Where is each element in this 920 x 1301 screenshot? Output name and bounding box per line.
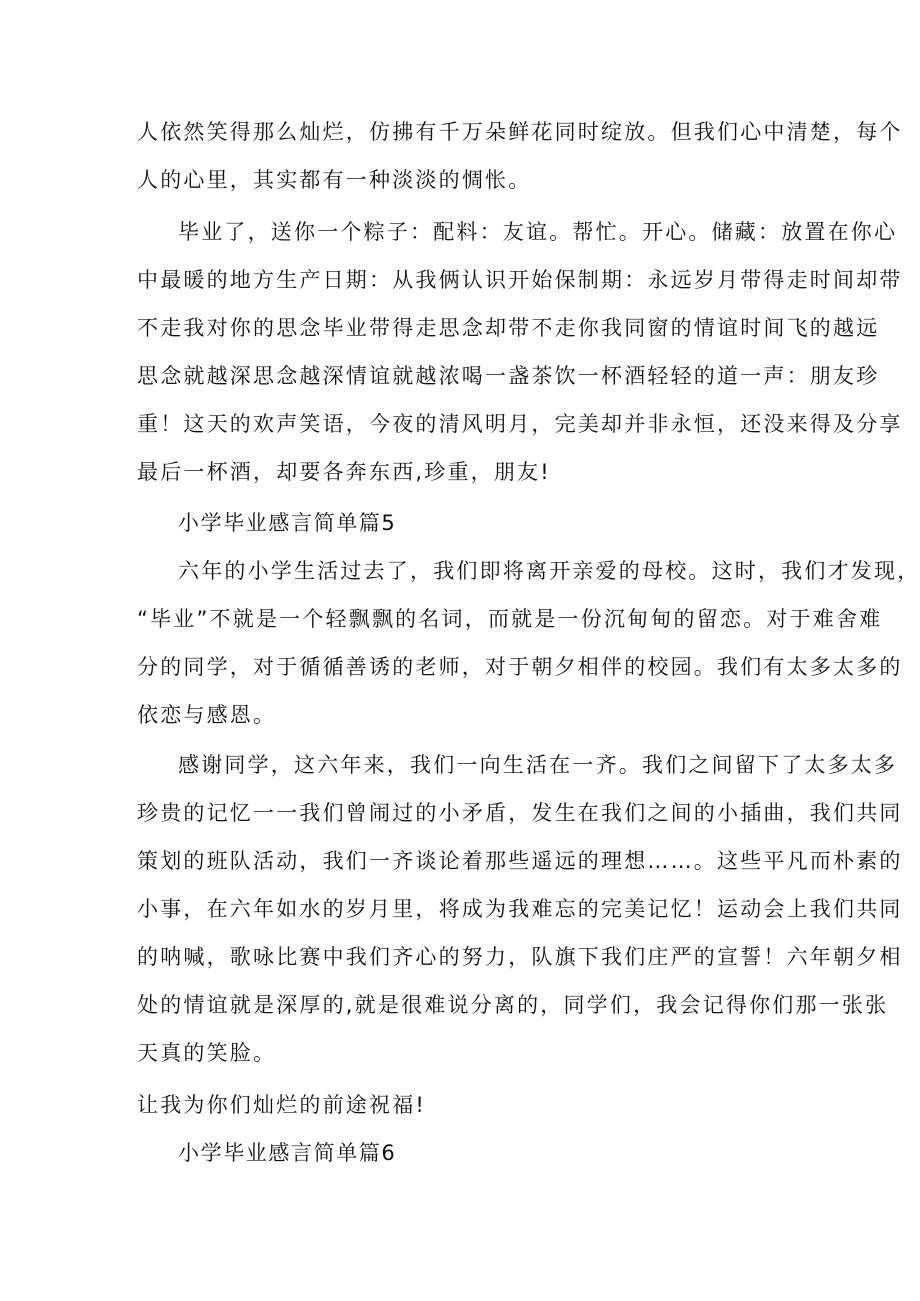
section-heading: 小学毕业感言简单篇5 — [178, 511, 397, 535]
text-line: 不走我对你的思念毕业带得走思念却带不走你我同窗的情谊时间飞的越远 — [137, 316, 880, 340]
text-line: 的呐喊，歌咏比赛中我们齐心的努力，队旗下我们庄严的宣誓！六年朝夕相 — [137, 945, 903, 969]
text-line: 珍贵的记忆一一我们曾闹过的小矛盾，发生在我们之间的小插曲，我们共同 — [137, 801, 903, 825]
text-line: 依恋与感恩。 — [137, 703, 277, 727]
text-line: “毕业”不就是一个轻飘飘的名词，而就是一份沉甸甸的留恋。对于难舍难 — [137, 607, 883, 631]
text-line: 最后一杯酒，却要各奔东西,珍重，朋友! — [137, 460, 551, 484]
text-line: 毕业了，送你一个粽子：配料：友谊。帮忙。开心。储藏：放置在你心 — [178, 220, 898, 244]
text-line: 思念就越深思念越深情谊就越浓喝一盏茶饮一杯酒轻轻的道一声：朋友珍 — [137, 364, 880, 388]
section-heading: 小学毕业感言简单篇6 — [178, 1141, 397, 1165]
text-line: 天真的笑脸。 — [137, 1041, 277, 1065]
text-line: 重！这天的欢声笑语，今夜的清风明月，完美却并非永恒，还没来得及分享 — [137, 412, 903, 436]
text-line: 人的心里，其实都有一种淡淡的惆怅。 — [137, 168, 532, 192]
text-line: 分的同学，对于循循善诱的老师，对于朝夕相伴的校园。我们有太多太多的 — [137, 655, 903, 679]
text-line: 感谢同学，这六年来，我们一向生活在一齐。我们之间留下了太多太多 — [178, 753, 898, 777]
text-line: 中最暖的地方生产日期：从我俩认识开始保制期：永远岁月带得走时间却带 — [137, 268, 903, 292]
text-line: 让我为你们灿烂的前途祝福! — [137, 1093, 427, 1117]
text-line: 小事，在六年如水的岁月里，将成为我难忘的完美记忆！运动会上我们共同 — [137, 897, 903, 921]
text-line: 六年的小学生活过去了，我们即将离开亲爱的母校。这时，我们才发现， — [178, 559, 920, 583]
text-line: 处的情谊就是深厚的,就是很难说分离的，同学们，我会记得你们那一张张 — [137, 993, 889, 1017]
text-line: 策划的班队活动，我们一齐谈论着那些遥远的理想……。这些平凡而朴素的 — [137, 849, 903, 873]
text-line: 人依然笑得那么灿烂，仿拂有千万朵鲜花同时绽放。但我们心中清楚，每个 — [137, 120, 903, 144]
